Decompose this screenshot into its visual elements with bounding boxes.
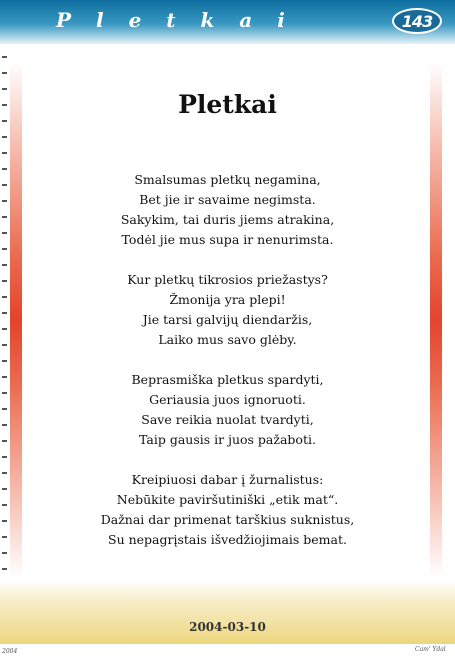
margin-tick [2,120,7,122]
footer-banner [0,580,455,644]
margin-tick [2,184,7,186]
header-title: P l e t k a i [56,8,294,32]
poem-line: Kreipiuosi dabar į žurnalistus: [131,472,324,487]
margin-tick [2,360,7,362]
poem-line: Todėl jie mus supa ir nenurimsta. [121,232,334,247]
margin-tick [2,504,7,506]
margin-tick [2,56,7,58]
poem-line: Dažnai dar primenat tarškius suknistus, [100,512,355,527]
poem-line: Beprasmiška pletkus spardyti, [131,372,324,387]
stanza [60,270,395,350]
left-decorative-bar [10,62,22,578]
margin-tick [2,200,7,202]
right-decorative-bar [430,62,442,578]
poem-line: Nebūkite paviršutiniški „etik mat“. [116,492,339,507]
poem-title: Pletkai [178,90,277,119]
margin-tick [2,488,7,490]
poem-line: Taip gausis ir juos pažaboti. [139,432,316,447]
margin-tick [2,376,7,378]
page-number-badge [392,8,442,34]
margin-tick [2,296,7,298]
margin-tick [2,312,7,314]
margin-tick [2,568,7,570]
margin-tick [2,232,7,234]
margin-tick [2,216,7,218]
header-banner [0,0,455,44]
stanza [60,170,395,250]
margin-tick [2,72,7,74]
poem-line: Sakykim, tai duris jiems atrakina, [120,212,335,227]
margin-tick [2,168,7,170]
poem-line: Žmonija yra plepi! [169,292,286,307]
margin-tick [2,152,7,154]
poem-date: 2004-03-10 [189,620,266,634]
stanza [60,370,395,450]
margin-tick [2,280,7,282]
margin-tick [2,392,7,394]
stanza [60,470,395,550]
margin-tick [2,536,7,538]
margin-tick [2,408,7,410]
margin-tick [2,456,7,458]
poem-line: Save reikia nuolat tvardyti, [141,412,314,427]
margin-tick [2,424,7,426]
margin-tick [2,248,7,250]
margin-tick [2,520,7,522]
poem-line: Kur pletkų tikrosios priežastys? [127,272,328,287]
margin-tick [2,552,7,554]
margin-tick [2,440,7,442]
footer-signature: Cam' Ydal [415,646,446,653]
page-number: 143 [401,11,433,31]
margin-tick [2,328,7,330]
poem-line: Smalsumas pletkų negamina, [134,172,321,187]
margin-tick [2,472,7,474]
poem-line: Bet jie ir savaime negimsta. [139,192,316,207]
margin-tick [2,344,7,346]
poem-line: Su nepagrįstais išvedžiojimais bemat. [108,532,347,547]
margin-tick [2,136,7,138]
poem-body [60,170,395,570]
margin-tick [2,264,7,266]
footer-year: 2004 [2,648,18,655]
poem-line: Geriausia juos ignoruoti. [149,392,306,407]
poem-line: Laiko mus savo glėby. [158,332,297,347]
poem-line: Jie tarsi galvijų diendaržis, [142,312,313,327]
